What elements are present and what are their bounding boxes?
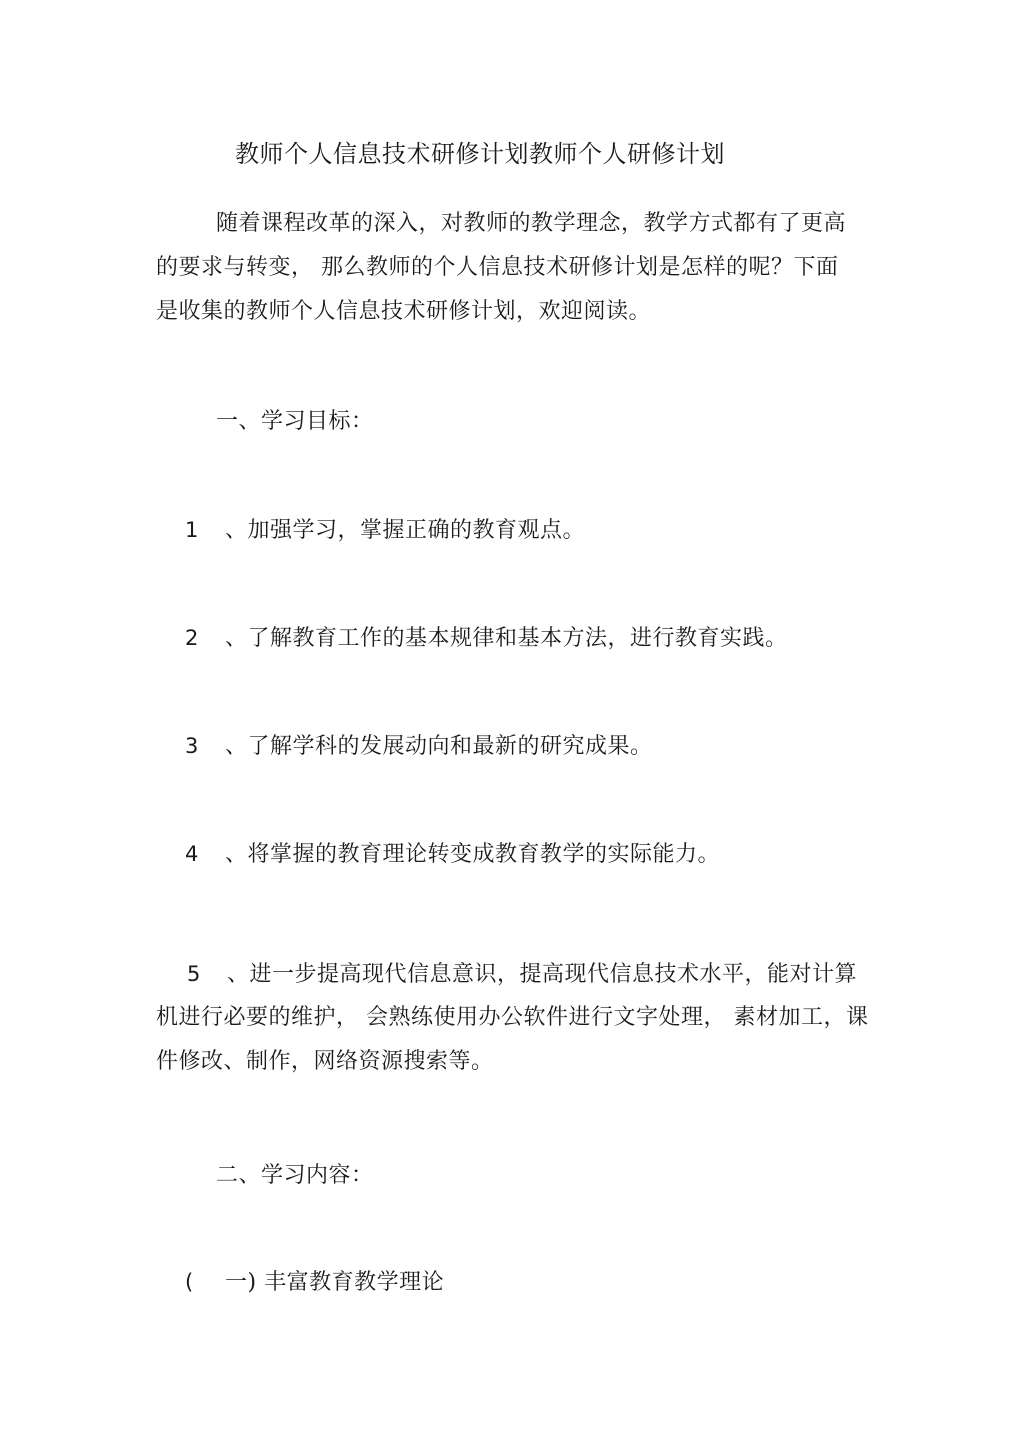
subsection-heading	[185, 1260, 444, 1305]
section-heading-content: 二、学习内容：	[216, 1163, 374, 1188]
goal-item-5	[156, 952, 886, 1084]
goal-5-line-3: 件修改、制作，网络资源搜索等。	[156, 1049, 494, 1074]
goal-number: 4	[185, 842, 199, 866]
intro-line-2: 的要求与转变， 那么教师的个人信息技术研修计划是怎样的呢？下面	[156, 255, 839, 280]
subsection-text: 一) 丰富教育教学理论	[225, 1270, 445, 1295]
goal-text: 、加强学习，掌握正确的教育观点。	[225, 518, 586, 543]
goal-number: 1	[185, 518, 199, 542]
goal-text: 、了解教育工作的基本规律和基本方法，进行教育实践。	[225, 626, 788, 651]
goal-item	[185, 832, 720, 877]
goal-5-line-1	[156, 952, 886, 996]
goal-text: 、了解学科的发展动向和最新的研究成果。	[225, 734, 653, 759]
goal-number: 2	[185, 626, 199, 650]
goal-text: 、进一步提高现代信息意识，提高现代信息技术水平，能对计算	[227, 962, 858, 987]
intro-line-1: 随着课程改革的深入，对教师的教学理念，教学方式都有了更高	[216, 211, 847, 236]
goal-5-line-2: 机进行必要的维护， 会熟练使用办公软件进行文字处理， 素材加工，课	[156, 1005, 869, 1030]
section-heading-goals: 一、学习目标：	[216, 409, 374, 434]
intro-paragraph	[156, 202, 886, 334]
goal-item	[185, 508, 585, 553]
document-title: 教师个人信息技术研修计划教师个人研修计划	[235, 140, 725, 168]
goal-number: 5	[187, 962, 201, 986]
goal-text: 、将掌握的教育理论转变成教育教学的实际能力。	[225, 842, 721, 867]
goal-number: 3	[185, 734, 199, 758]
goal-item	[185, 616, 788, 661]
intro-line-3: 是收集的教师个人信息技术研修计划，欢迎阅读。	[156, 299, 652, 324]
goal-item	[185, 724, 653, 769]
subsection-paren: (	[185, 1270, 194, 1294]
